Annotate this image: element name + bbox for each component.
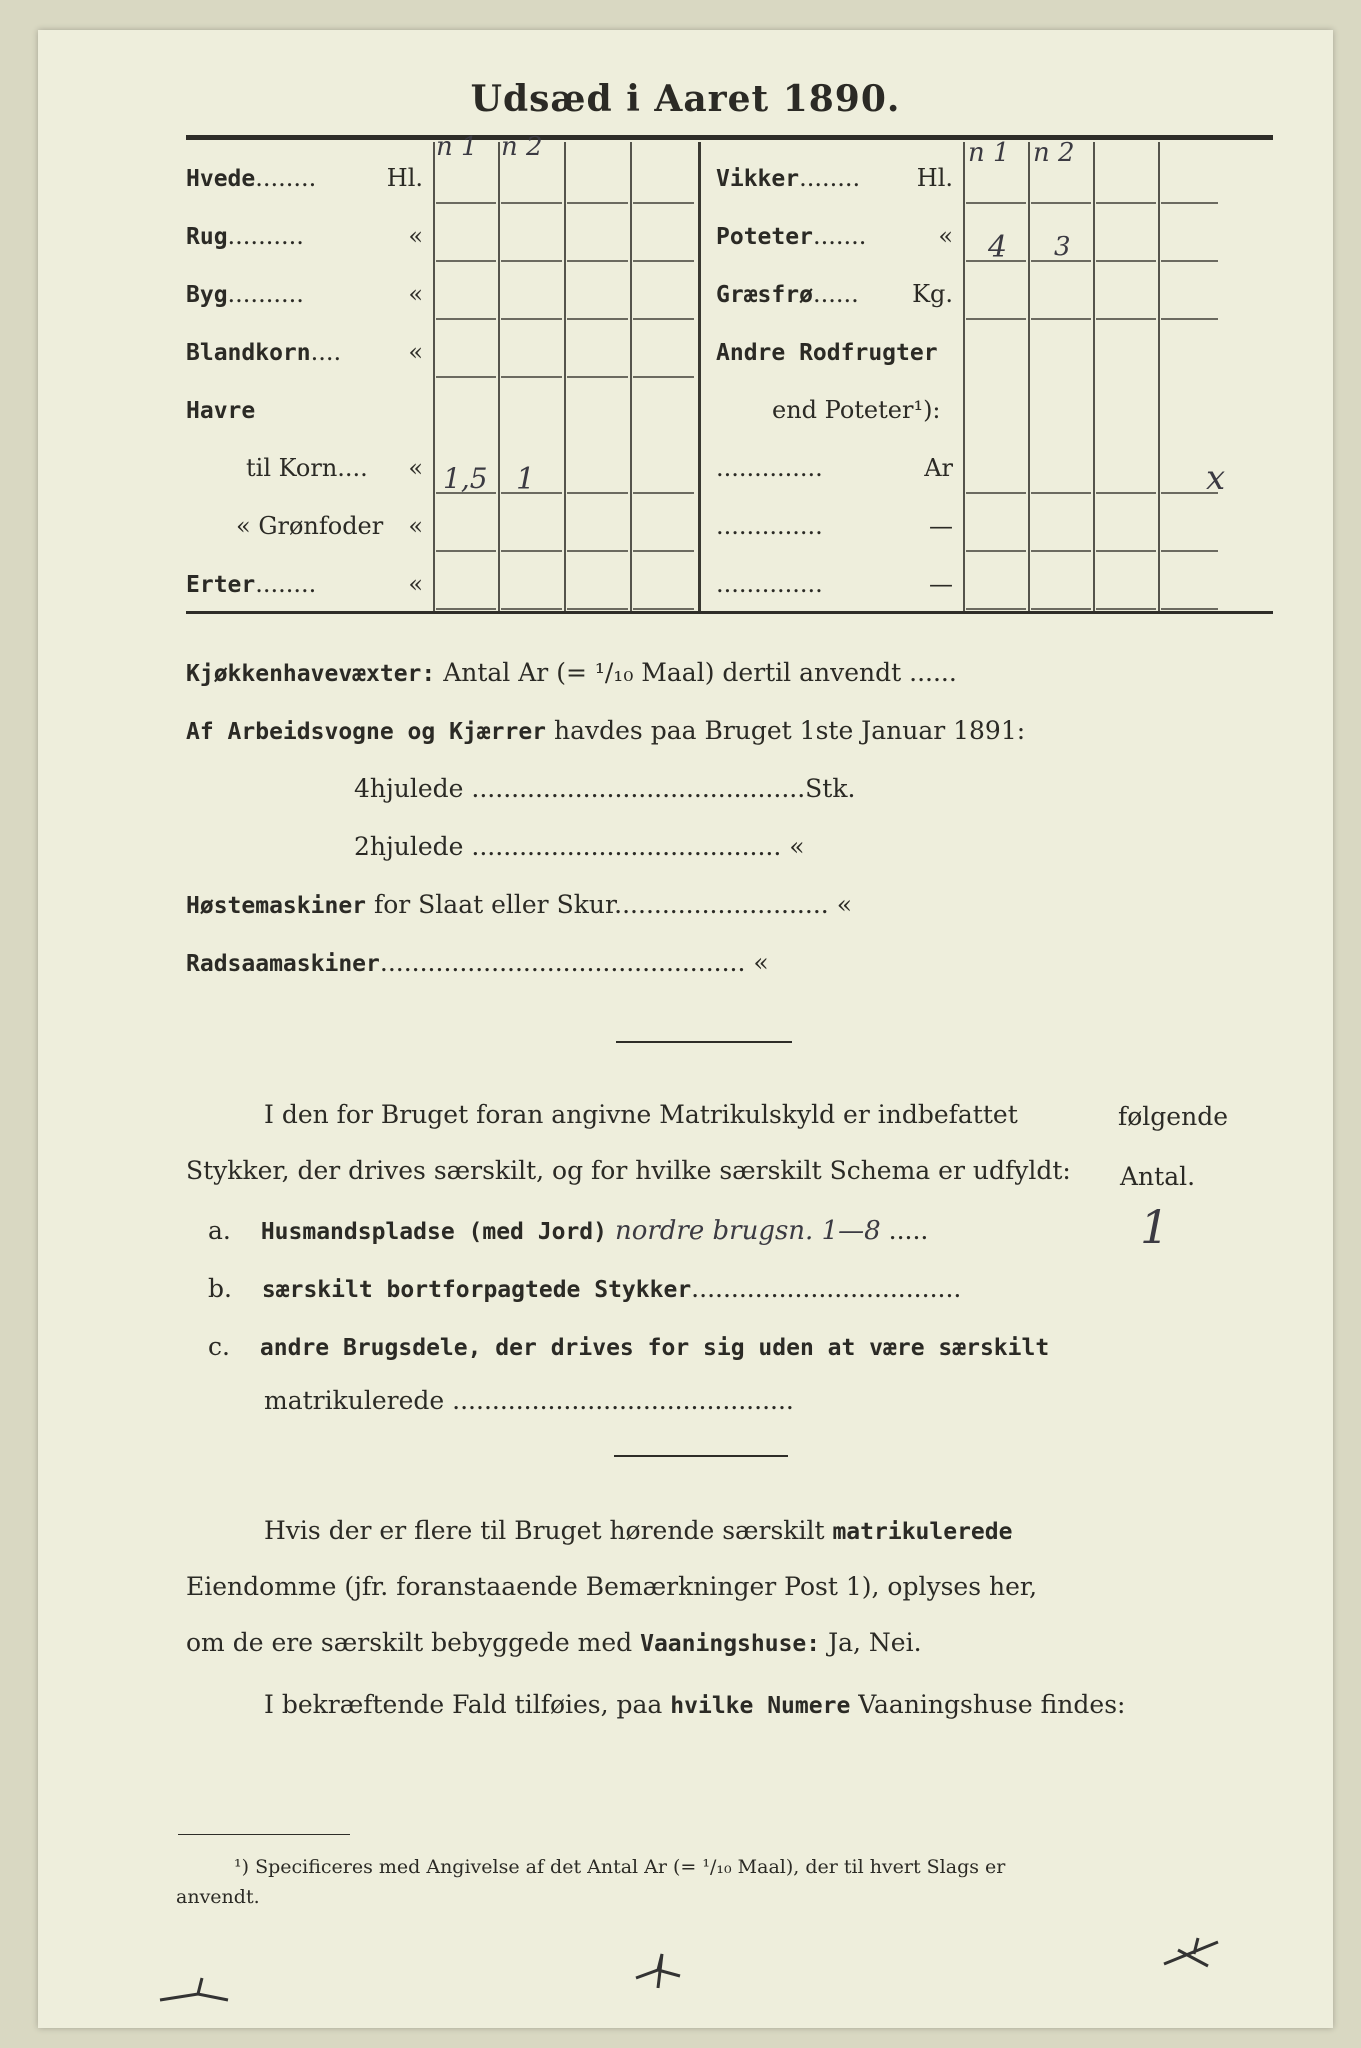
left-row-label: « Grønfoder [236, 512, 384, 540]
cell-underline [1161, 550, 1218, 552]
radsaamaskiner-dots: .............................................. [379, 948, 746, 977]
right-row [716, 454, 823, 482]
cell-underline [436, 260, 496, 262]
left-row [246, 454, 368, 482]
right-col-line-4 [1158, 142, 1160, 612]
kjokkenhave-line [186, 658, 957, 687]
left-row-unit: « [408, 454, 423, 482]
kjokkenhave-label: Kjøkkenhavevæxter: [186, 661, 436, 687]
hvis-line-2: Eiendomme (jfr. foranstaaende Bemærkninger Post 1), oplyses her, [186, 1572, 1038, 1601]
cell-underline [966, 492, 1026, 494]
cell-underline [1096, 260, 1156, 262]
left-row-dots: .... [337, 454, 368, 482]
hvis-line-4-bold: hvilke Numere [670, 1693, 851, 1719]
hostemaskiner-dots: ........................... [614, 890, 829, 919]
form-page [38, 30, 1333, 2028]
left-row-label: til Korn [246, 454, 338, 482]
hvis-line-3-bold: Vaaningshuse: [640, 1631, 821, 1657]
hvis-line-4-text: I bekræftende Fald tilføies, paa [264, 1690, 663, 1719]
cell-underline [1031, 318, 1091, 320]
cell-underline [1031, 492, 1091, 494]
cell-underline [501, 202, 562, 204]
hjul2-label: 2hjulede [354, 832, 464, 861]
hjul4-unit: Stk. [805, 774, 856, 803]
right-row-unit: « [938, 222, 953, 250]
page-title: Udsæd i Aaret 1890. [470, 78, 901, 120]
cell-underline [567, 550, 628, 552]
right-col-line-1 [963, 142, 965, 612]
cell-underline [1031, 608, 1091, 610]
section-separator-2 [614, 1455, 788, 1457]
cell-underline [501, 318, 562, 320]
hjul2-dots: ....................................... [471, 832, 782, 861]
footnote-rule [178, 1834, 350, 1835]
left-row [186, 396, 255, 424]
arbeidsvogne-text: havdes paa Bruget 1ste Januar 1891: [553, 716, 1026, 745]
right-row [772, 396, 941, 424]
poteter-value-2: 3 [1054, 232, 1071, 262]
left-row-label: Byg [186, 282, 228, 308]
cell-underline [633, 376, 694, 378]
hostemaskiner-label: Høstemaskiner [186, 893, 367, 919]
cell-underline [1096, 318, 1156, 320]
cell-underline [633, 202, 694, 204]
binding-mark-right [1158, 1930, 1228, 1980]
left-row [236, 512, 383, 540]
cell-underline [1031, 202, 1091, 204]
right-row [716, 164, 860, 192]
hjul4-line [354, 774, 855, 803]
item-c-line [208, 1332, 1049, 1361]
item-a-dots: ..... [888, 1216, 929, 1245]
right-row-unit: Hl. [916, 164, 953, 192]
matrikul-line-1: I den for Bruget foran angivne Matrikulskyld er indbefattet [264, 1100, 1018, 1129]
footnote-line-1: ¹) Specificeres med Angivelse af det Antal Ar (= ¹/₁₀ Maal), der til hvert Slags er [234, 1856, 1006, 1878]
cell-underline [436, 550, 496, 552]
left-row-label: Erter [186, 572, 256, 598]
right-row-unit: — [929, 570, 953, 598]
item-c-line-2 [264, 1386, 794, 1415]
left-row-unit: « [408, 222, 423, 250]
cell-underline [567, 376, 628, 378]
section-separator-1 [616, 1041, 792, 1043]
left-col-line-4 [630, 142, 632, 612]
cell-underline [501, 376, 562, 378]
item-c-text-2: matrikulerede [264, 1386, 445, 1415]
kjokkenhave-text: Antal Ar (= ¹/₁₀ Maal) dertil anvendt ...... [443, 658, 957, 687]
cell-underline [966, 318, 1026, 320]
hvis-line-1-text: Hvis der er flere til Bruget hørende særskilt [264, 1516, 825, 1545]
hjul4-dots: .......................................... [471, 774, 806, 803]
left-row-label: Havre [186, 398, 256, 424]
cell-underline [567, 202, 628, 204]
tilkorn-value-1: 1,5 [443, 462, 488, 495]
cell-underline [966, 608, 1026, 610]
right-row-label: Græsfrø [716, 282, 813, 308]
right-header-n2: n 2 [1033, 138, 1075, 168]
cell-underline [1161, 318, 1218, 320]
binding-mark-left [158, 1970, 238, 2010]
matrikul-line-2: Stykker, der drives særskilt, og for hvilke særskilt Schema er udfyldt: [186, 1156, 1071, 1185]
cell-underline [501, 608, 562, 610]
right-col-line-2 [1028, 142, 1030, 612]
left-header-n1: n 1 [436, 132, 478, 162]
radsaamaskiner-unit: « [753, 948, 769, 977]
hvis-line-4-end: Vaaningshuse findes: [858, 1690, 1126, 1719]
ar-check-mark: x [1206, 458, 1226, 498]
cell-underline [1031, 550, 1091, 552]
cell-underline [1161, 260, 1218, 262]
left-row-unit: « [408, 338, 423, 366]
item-b-text: særskilt bortforpagtede Stykker [261, 1277, 692, 1303]
antal-header: Antal. [1120, 1162, 1196, 1191]
left-row-unit: « [408, 570, 423, 598]
cell-underline [633, 260, 694, 262]
right-row-unit: — [929, 512, 953, 540]
left-row-label: Hvede [186, 166, 256, 192]
left-header-n2: n 2 [501, 132, 543, 162]
hvis-line-1-bold: matrikulerede [832, 1519, 1013, 1545]
cell-underline [436, 608, 496, 610]
cell-underline [966, 202, 1026, 204]
item-a-letter: a. [208, 1216, 231, 1245]
left-col-line-2 [498, 142, 500, 612]
left-row-dots: ........ [255, 570, 317, 598]
left-row-unit: Hl. [386, 164, 423, 192]
cell-underline [436, 376, 496, 378]
item-a-handnote: nordre brugsn. 1—8 [614, 1216, 881, 1246]
hjul4-label: 4hjulede [354, 774, 464, 803]
right-row-label: Andre Rodfrugter [716, 340, 938, 366]
cell-underline [1161, 608, 1218, 610]
hvis-line-3-end: Ja, Nei. [828, 1628, 922, 1657]
radsaamaskiner-line [186, 948, 769, 977]
cell-underline [567, 492, 628, 494]
cell-underline [501, 550, 562, 552]
matrikul-line-1-right: følgende [1118, 1102, 1228, 1131]
item-c-dots: ........................................... [452, 1386, 794, 1415]
hostemaskiner-text: for Slaat eller Skur [373, 890, 615, 919]
left-col-line-1 [433, 142, 435, 612]
cell-underline [633, 608, 694, 610]
item-c-letter: c. [208, 1332, 230, 1361]
left-row-dots: ........ [255, 164, 317, 192]
cell-underline [1096, 202, 1156, 204]
binding-mark-center [628, 1948, 688, 1998]
title-rule [186, 135, 1273, 140]
left-row-dots: .... [310, 338, 342, 366]
arbeidsvogne-label: Af Arbeidsvogne og Kjærrer [186, 719, 547, 745]
right-row [716, 280, 859, 308]
cell-underline [567, 318, 628, 320]
cell-underline [966, 550, 1026, 552]
right-row [716, 338, 938, 366]
right-row [716, 512, 823, 540]
item-a-line [208, 1216, 928, 1246]
right-row-dots: ...... [812, 280, 859, 308]
right-row-label: Vikker [716, 166, 800, 192]
table-divider [698, 142, 701, 612]
cell-underline [633, 318, 694, 320]
left-row-label: Blandkorn [186, 340, 311, 366]
hostemaskiner-unit: « [836, 890, 852, 919]
left-row [186, 280, 304, 308]
left-col-line-3 [564, 142, 566, 612]
left-row [186, 164, 316, 192]
right-col-line-3 [1093, 142, 1095, 612]
right-row [716, 570, 823, 598]
footnote-line-2: anvendt. [176, 1886, 260, 1908]
right-row-dots: .............. [716, 570, 823, 598]
cell-underline [436, 318, 496, 320]
right-row-dots: .............. [716, 512, 823, 540]
item-c-text: andre Brugsdele, der drives for sig uden at være særskilt [259, 1335, 1050, 1361]
left-row-unit: « [408, 280, 423, 308]
radsaamaskiner-label: Radsaamaskiner [186, 951, 380, 977]
left-row-dots: .......... [227, 222, 304, 250]
left-row-dots: .......... [227, 280, 304, 308]
left-row [186, 338, 341, 366]
item-b-line [208, 1274, 961, 1303]
cell-underline [1096, 550, 1156, 552]
right-row-unit: Kg. [912, 280, 953, 308]
right-row-label: end Poteter¹): [772, 396, 941, 424]
cell-underline [1096, 608, 1156, 610]
hvis-line-1 [264, 1516, 1012, 1545]
right-row-unit: Ar [924, 454, 953, 482]
cell-underline [1161, 202, 1218, 204]
hvis-line-3-text: om de ere særskilt bebyggede med [186, 1628, 633, 1657]
right-header-n1: n 1 [968, 138, 1010, 168]
cell-underline [567, 608, 628, 610]
arbeidsvogne-line [186, 716, 1025, 745]
cell-underline [1096, 492, 1156, 494]
hjul2-line [354, 832, 805, 861]
cell-underline [436, 202, 496, 204]
table-bottom-rule [186, 611, 1273, 614]
item-a-text: Husmandspladse (med Jord) [260, 1219, 607, 1245]
left-row-unit: « [408, 512, 423, 540]
hostemaskiner-line [186, 890, 852, 919]
hvis-line-3 [186, 1628, 922, 1657]
cell-underline [501, 260, 562, 262]
left-row [186, 570, 316, 598]
item-a-antal-value: 1 [1140, 1200, 1170, 1254]
right-row-label: Poteter [716, 224, 813, 250]
hjul2-unit: « [789, 832, 805, 861]
hvis-line-4 [264, 1690, 1125, 1719]
left-row-label: Rug [186, 224, 228, 250]
right-row-dots: ........ [799, 164, 861, 192]
cell-underline [567, 260, 628, 262]
right-row-dots: ....... [812, 222, 867, 250]
right-row-dots: .............. [716, 454, 823, 482]
poteter-value-1: 4 [988, 230, 1008, 265]
left-row [186, 222, 304, 250]
item-b-letter: b. [208, 1274, 232, 1303]
tilkorn-value-2: 1 [516, 462, 536, 497]
right-row [716, 222, 866, 250]
cell-underline [633, 550, 694, 552]
item-b-dots: .................................. [691, 1274, 962, 1303]
cell-underline [633, 492, 694, 494]
